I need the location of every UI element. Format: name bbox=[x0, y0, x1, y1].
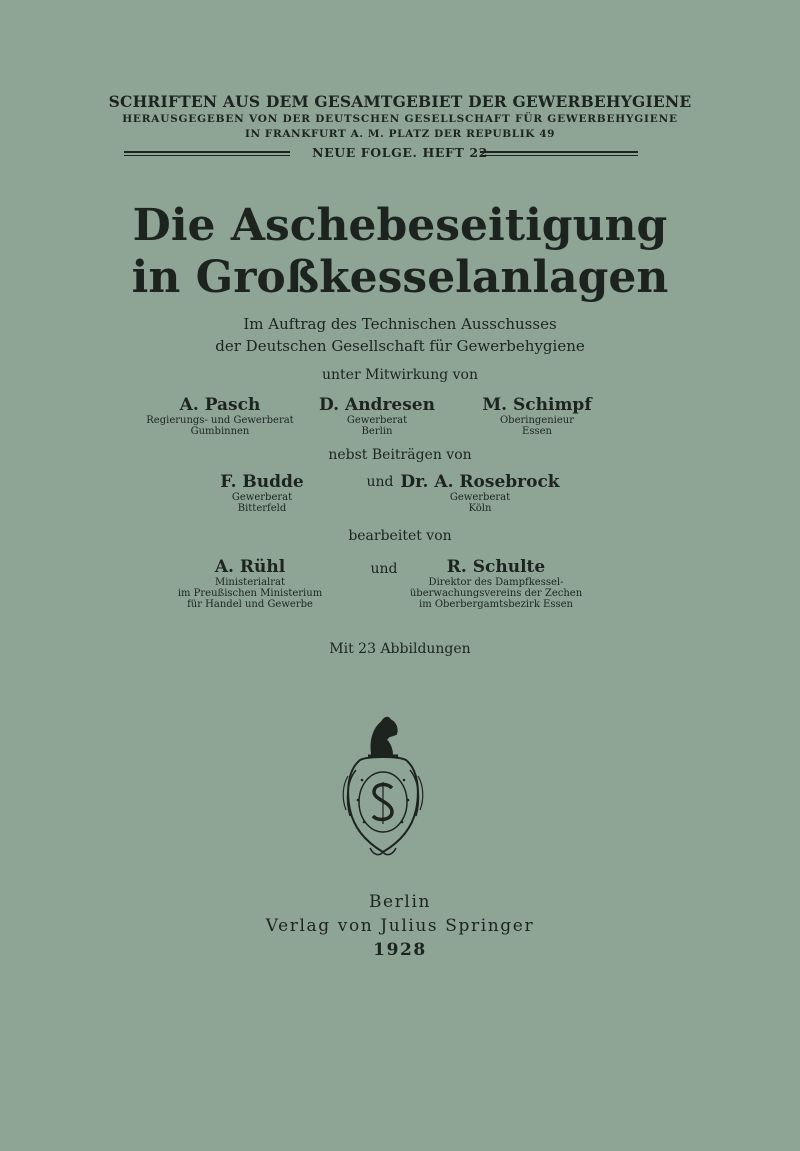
collaborator-place: Essen bbox=[522, 426, 552, 437]
contributor-name: Dr. A. Rosebrock bbox=[400, 472, 560, 492]
title-line-1: Die Aschebeseitigung bbox=[132, 200, 668, 251]
contributor bbox=[395, 472, 565, 514]
collaborator-name: D. Andresen bbox=[319, 395, 435, 415]
right-double-rule bbox=[480, 151, 638, 156]
collaborator-role: Oberingenieur bbox=[499, 415, 575, 426]
collaborator-role: Gewerberat bbox=[346, 415, 408, 426]
editor-role: im Preußischen Ministerium bbox=[177, 588, 323, 599]
editor-role: Direktor des Dampfkessel- bbox=[428, 577, 564, 588]
contributor-place: Köln bbox=[468, 503, 492, 514]
contributor-place: Bitterfeld bbox=[237, 503, 287, 514]
contributions-label: nebst Beiträgen von bbox=[328, 447, 472, 463]
publisher-city: Berlin bbox=[368, 892, 432, 912]
series-issue: NEUE FOLGE. HEFT 22 bbox=[312, 145, 488, 160]
and-word: und bbox=[370, 561, 398, 577]
collaborator-role: Regierungs- und Gewerberat bbox=[146, 415, 294, 426]
editor-role: im Oberbergamtsbezirk Essen bbox=[419, 599, 573, 610]
contributor bbox=[162, 472, 362, 514]
edited-label: bearbeitet von bbox=[348, 528, 452, 544]
collaborator-place: Gumbinnen bbox=[190, 426, 250, 437]
publication-year: 1928 bbox=[373, 940, 427, 960]
editor-name: R. Schulte bbox=[446, 557, 546, 577]
and-word: und bbox=[366, 474, 394, 490]
contributor-name: F. Budde bbox=[220, 472, 304, 492]
collaborator-name: M. Schimpf bbox=[482, 395, 592, 415]
collaborator-place: Berlin bbox=[361, 426, 393, 437]
springer-knight-emblem-icon bbox=[340, 710, 426, 860]
series-title: SCHRIFTEN AUS DEM GESAMTGEBIET DER GEWERBEHYGIENE bbox=[108, 92, 692, 111]
editor-role: überwachungsvereins der Zechen bbox=[409, 588, 583, 599]
editor-role: Ministerialrat bbox=[214, 577, 286, 588]
editor-role: für Handel und Gewerbe bbox=[187, 599, 313, 610]
commission-line-1: Im Auftrag des Technischen Ausschusses bbox=[243, 315, 557, 333]
contributor-role: Gewerberat bbox=[449, 492, 511, 503]
publisher-name: Verlag von Julius Springer bbox=[265, 916, 535, 936]
title-line-2: in Großkesselanlagen bbox=[131, 252, 669, 303]
editor bbox=[396, 557, 596, 610]
series-address: IN FRANKFURT A. M. PLATZ DER REPUBLIK 49 bbox=[244, 128, 556, 140]
editor bbox=[150, 557, 350, 610]
contributor-role: Gewerberat bbox=[231, 492, 293, 503]
illustrations-note: Mit 23 Abbildungen bbox=[329, 641, 471, 657]
collaborator bbox=[437, 395, 637, 437]
commission-line-2: der Deutschen Gesellschaft für Gewerbehygiene bbox=[215, 337, 585, 355]
collaborator-name: A. Pasch bbox=[179, 395, 261, 415]
collaboration-label: unter Mitwirkung von bbox=[322, 367, 478, 383]
editor-name: A. Rühl bbox=[214, 557, 286, 577]
series-editor: HERAUSGEGEBEN VON DER DEUTSCHEN GESELLSCHAFT FÜR GEWERBEHYGIENE bbox=[122, 113, 678, 125]
